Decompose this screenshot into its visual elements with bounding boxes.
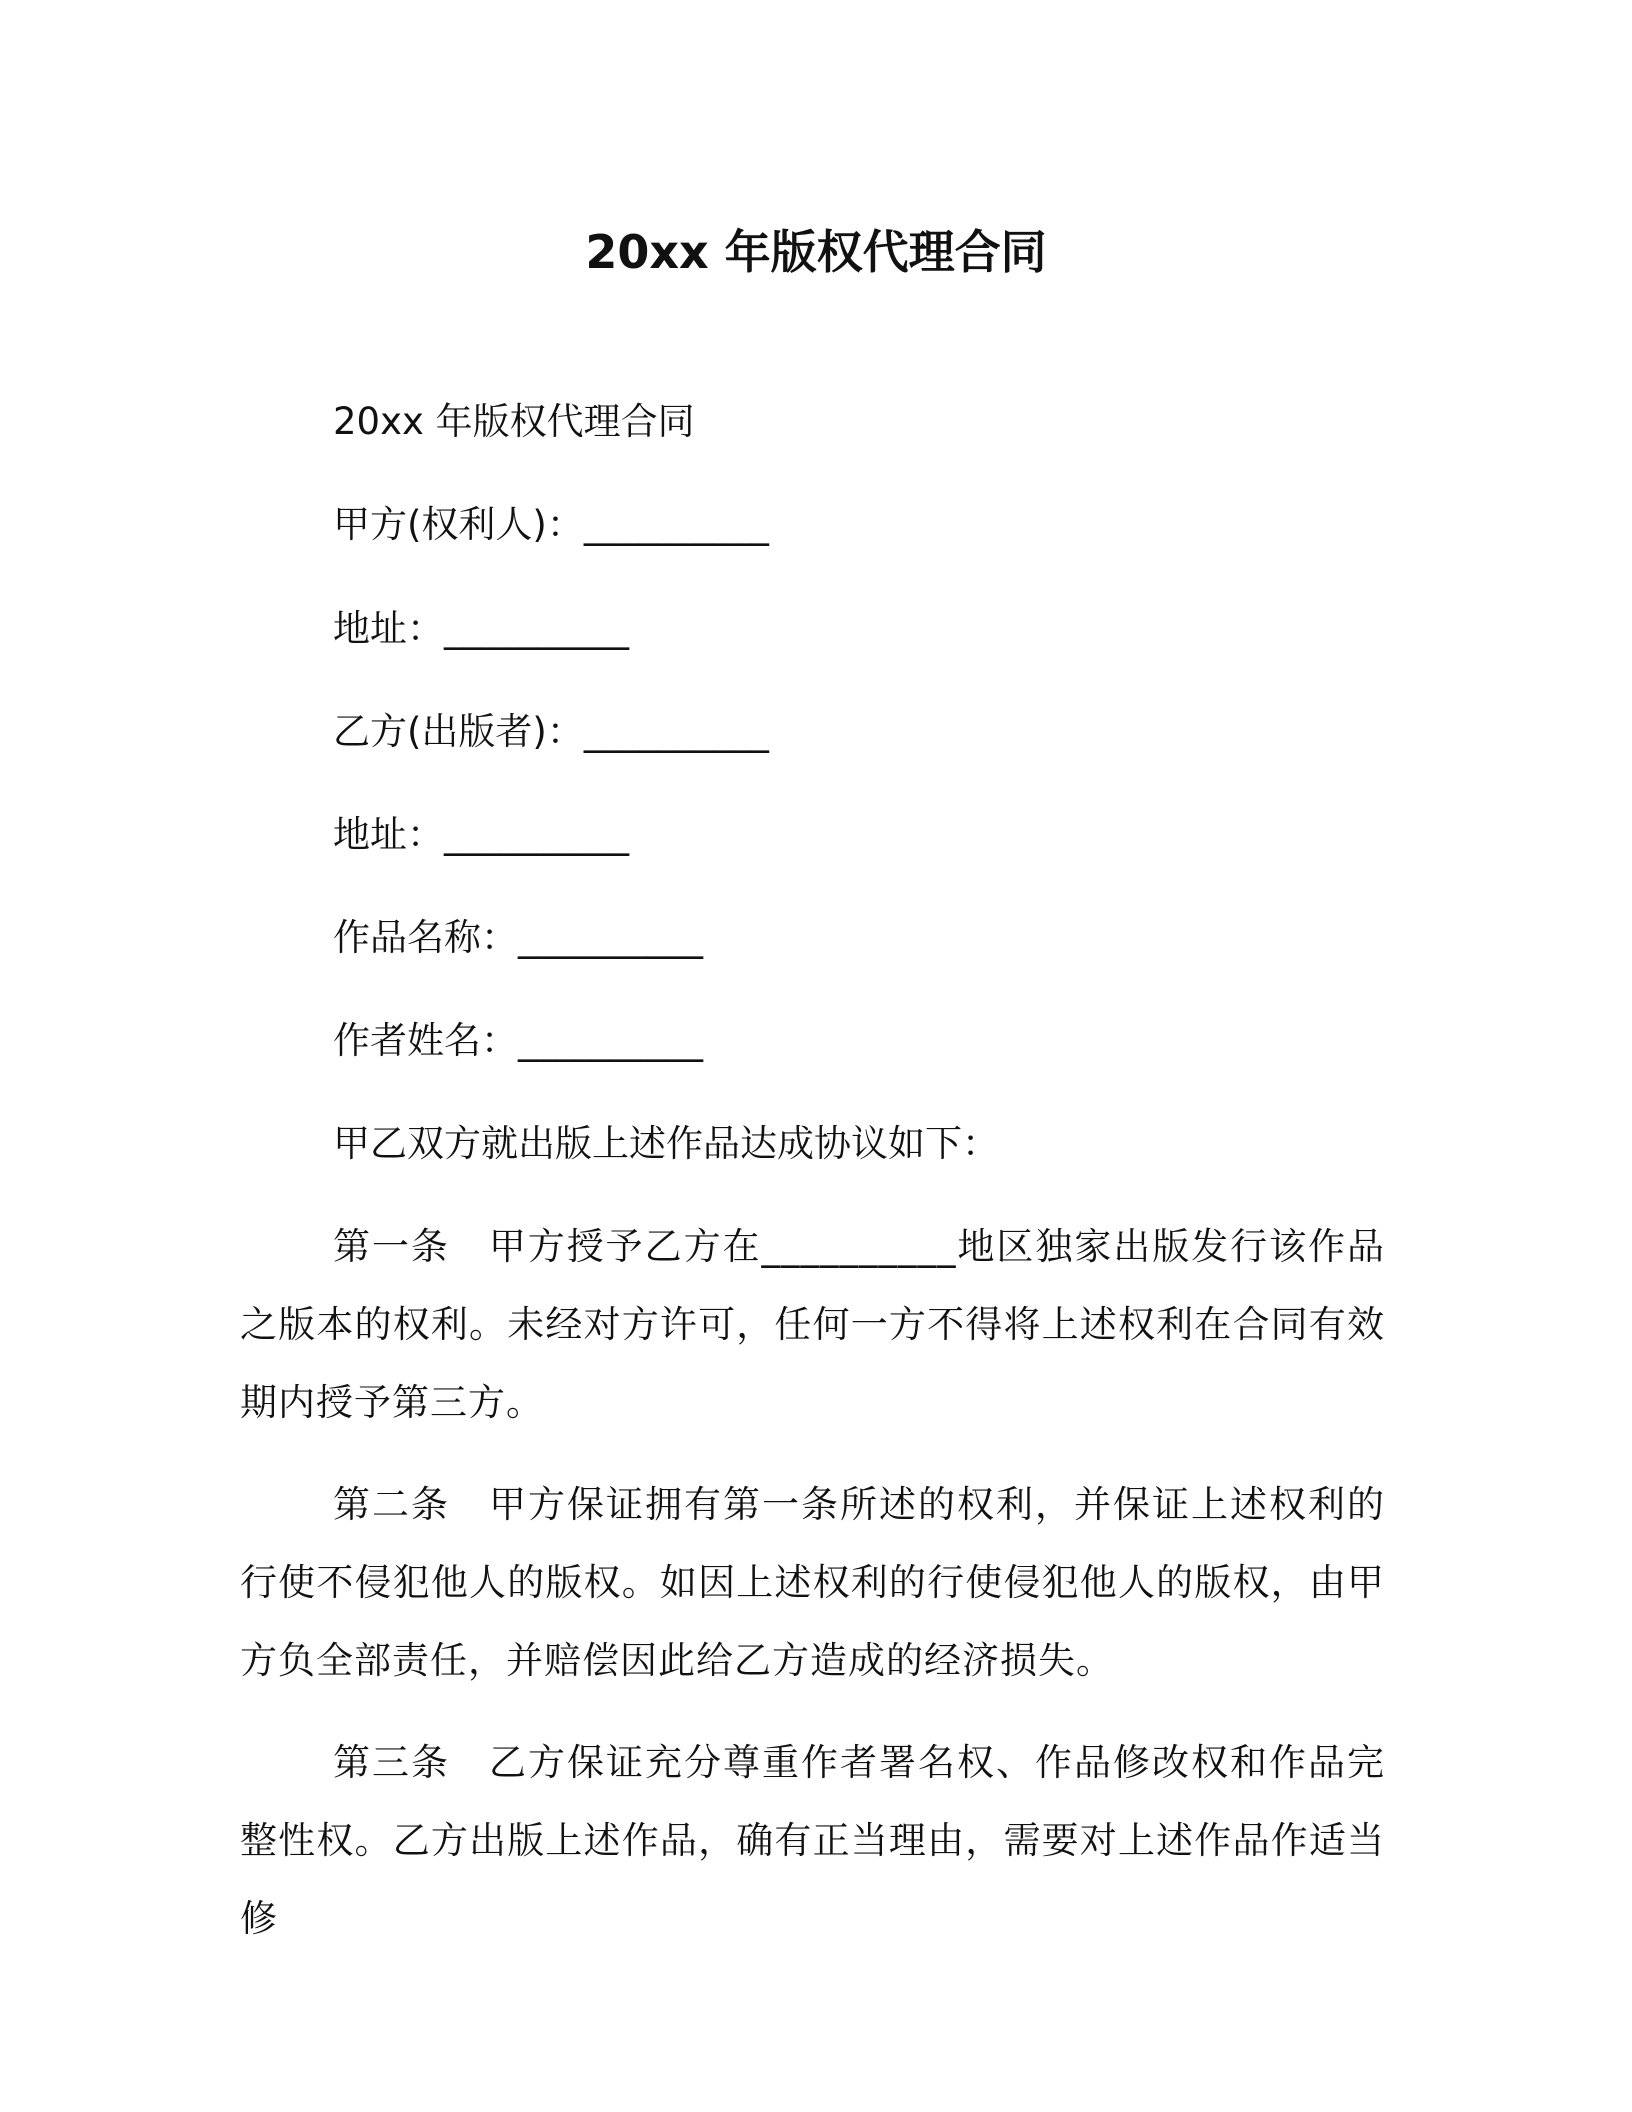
agreement-intro: 甲乙双方就出版上述作品达成协议如下： bbox=[333, 1122, 999, 1165]
document-subtitle: 20xx 年版权代理合同 bbox=[333, 400, 695, 443]
field-party-a-address: 地址：__________ bbox=[333, 607, 629, 650]
field-author-name: 作者姓名：__________ bbox=[333, 1019, 703, 1062]
article-2: 第二条 甲方保证拥有第一条所述的权利，并保证上述权利的行使不侵犯他人的版权。如因上述权利的行使侵犯他人的版权，由甲方负全部责任，并赔偿因此给乙方造成的经济损失。 bbox=[240, 1483, 1385, 1682]
field-party-b: 乙方(出版者)：__________ bbox=[333, 710, 769, 753]
field-party-b-address: 地址：__________ bbox=[333, 813, 629, 856]
field-work-title: 作品名称：__________ bbox=[333, 916, 703, 959]
field-party-a: 甲方(权利人)：__________ bbox=[333, 503, 769, 546]
article-3: 第三条 乙方保证充分尊重作者署名权、作品修改权和作品完整性权。乙方出版上述作品，确有正当理由，需要对上述作品作适当修 bbox=[240, 1741, 1385, 1940]
document-title: 20xx 年版权代理合同 bbox=[585, 225, 1047, 279]
article-1: 第一条 甲方授予乙方在__________地区独家出版发行该作品之版本的权利。未经对方许可，任何一方不得将上述权利在合同有效期内授予第三方。 bbox=[240, 1225, 1385, 1424]
